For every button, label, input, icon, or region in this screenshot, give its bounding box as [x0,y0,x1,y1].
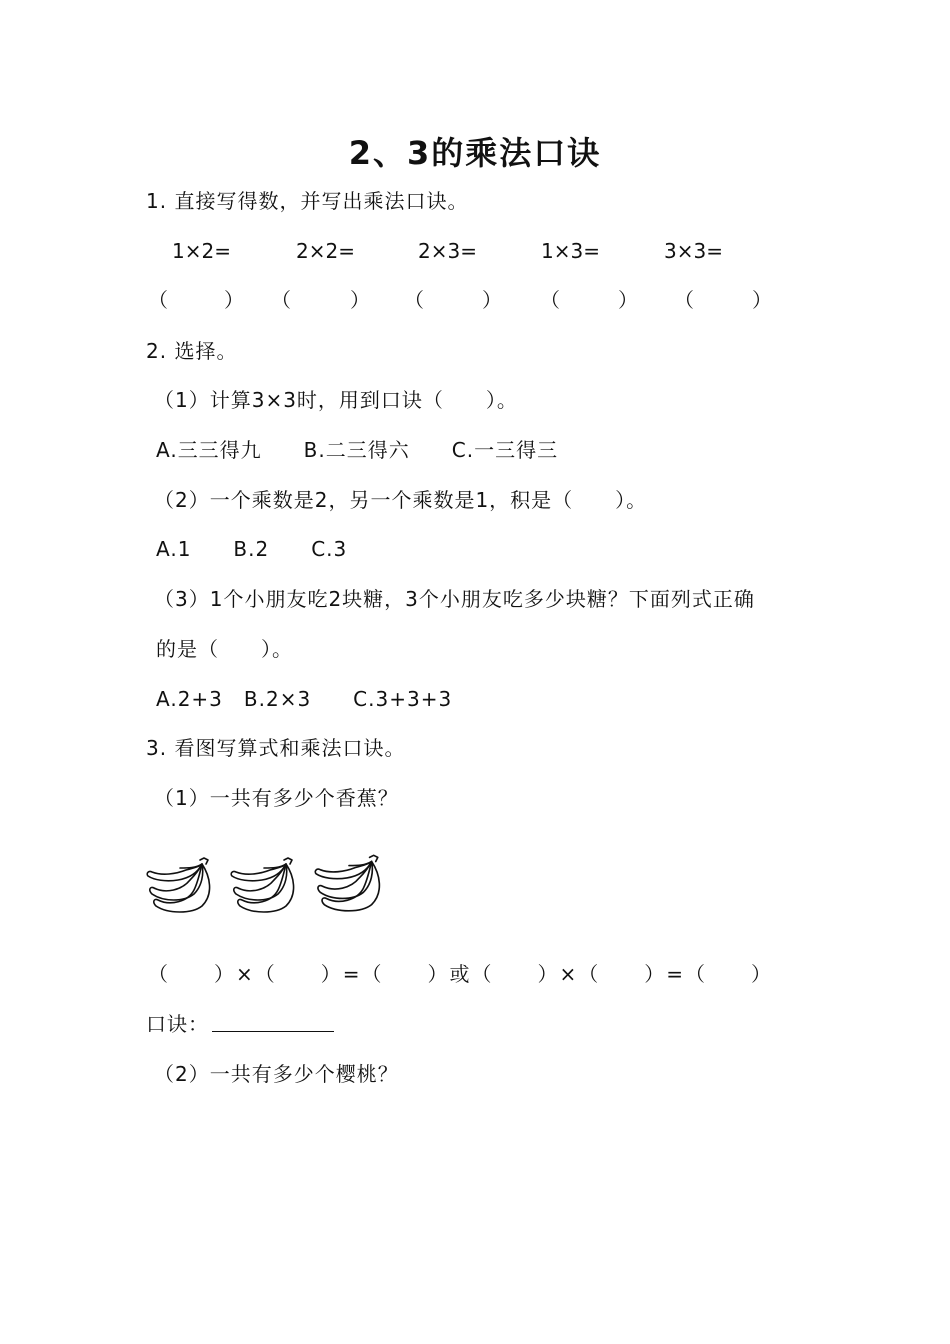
q3-part2-question: （2）一共有多少个樱桃？ [154,1062,399,1086]
page-title: 2、3的乘法口诀 [348,134,602,172]
banana-bunch-icon [312,846,386,916]
q1-heading: 1. 直接写得数，并写出乘法口诀。 [146,189,469,213]
q1-equation: 3×3= [664,239,723,263]
q2-part3-options: A.2+3 B.2×3 C.3+3+3 [156,687,453,711]
answer-paren-close: ） [752,288,772,312]
answer-paren-open: （ [540,288,560,312]
answer-paren-open: （ [404,288,424,312]
q1-equation: 2×2= [296,239,355,263]
answer-paren-open: （ [674,288,694,312]
answer-paren-close: ） [224,288,244,312]
q2-part3-question-line2: 的是（ ）。 [156,637,293,661]
koujue-answer-line[interactable] [212,1031,334,1032]
answer-paren-open: （ [148,288,168,312]
q3-heading: 3. 看图写算式和乘法口诀。 [146,736,406,760]
q2-part3-question-line1: （3）1个小朋友吃2块糖，3个小朋友吃多少块糖？下面列式正确 [154,587,755,611]
q2-part1-options: A.三三得九 B.二三得六 C.一三得三 [156,438,559,462]
q3-formula-line: （ ）×（ ）=（ ）或（ ）×（ ）=（ ） [148,962,774,986]
q1-equation: 2×3= [418,239,477,263]
answer-paren-close: ） [618,288,638,312]
banana-bunch-icon [144,850,216,916]
q2-part2-options: A.1 B.2 C.3 [156,537,348,561]
answer-paren-close: ） [482,288,502,312]
q2-heading: 2. 选择。 [146,339,238,363]
answer-paren-open: （ [271,288,291,312]
q3-part1-question: （1）一共有多少个香蕉？ [154,786,399,810]
q2-part2-question: （2）一个乘数是2，另一个乘数是1，积是（ ）。 [154,488,648,512]
koujue-label: 口诀： [146,1012,209,1036]
q1-equation: 1×3= [541,239,600,263]
q1-equation: 1×2= [172,239,231,263]
banana-bunch-icon [228,850,300,916]
answer-paren-close: ） [350,288,370,312]
q2-part1-question: （1）计算3×3时，用到口诀（ ）。 [154,388,518,412]
